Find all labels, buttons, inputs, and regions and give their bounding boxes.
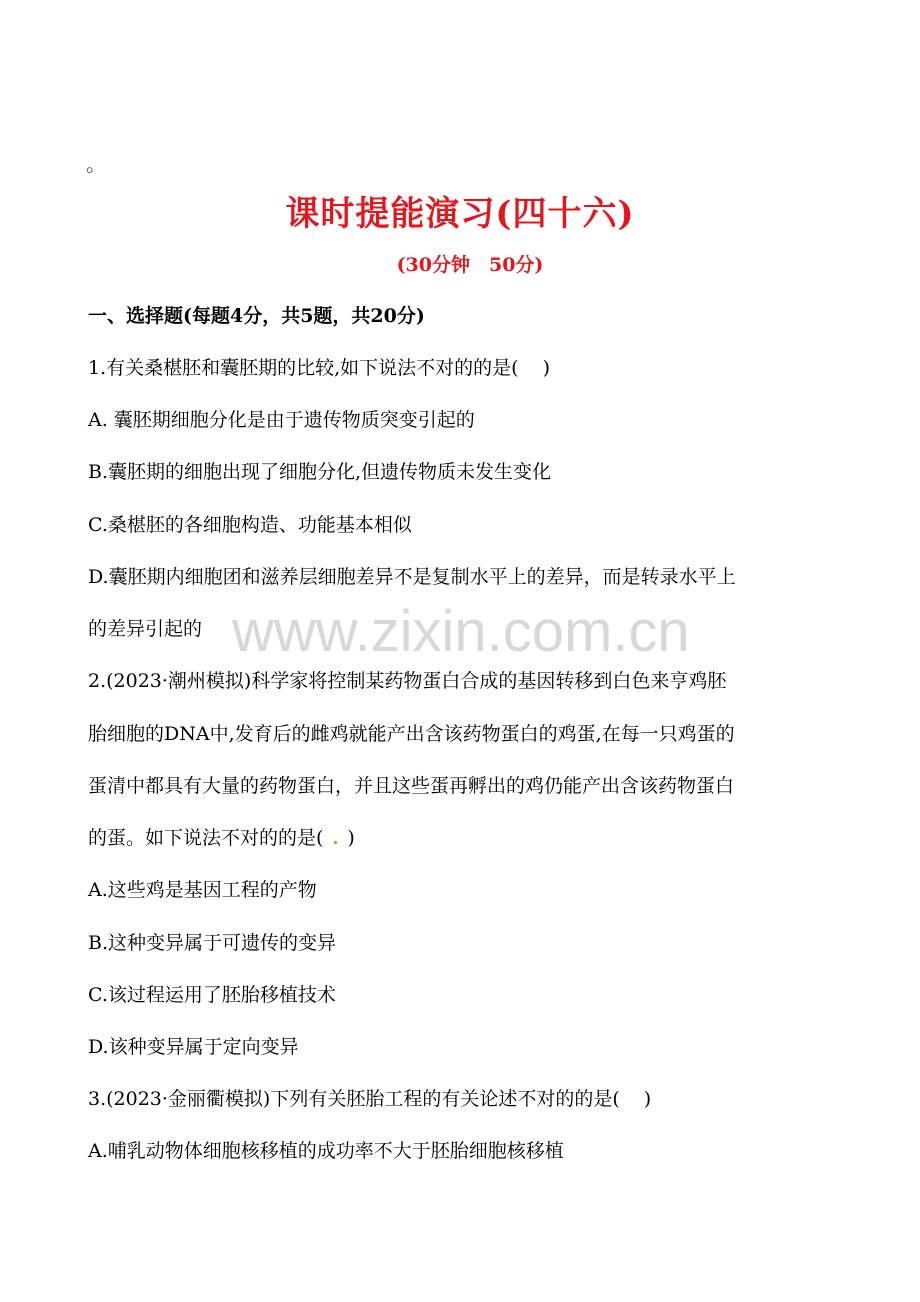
- page-subtitle: (30分钟 50分): [396, 254, 544, 276]
- question-1-option-b: B.囊胚期的细胞出现了细胞分化,但遗传物质未发生变化: [88, 461, 552, 483]
- question-1-option-a: A. 囊胚期细胞分化是由于遗传物质突变引起的: [88, 409, 475, 431]
- question-2-option-a: A.这些鸡是基因工程的产物: [88, 879, 317, 901]
- answer-mark: .: [332, 827, 339, 849]
- question-3-option-a: A.哺乳动物体细胞核移植的成功率不大于胚胎细胞核移植: [88, 1140, 564, 1162]
- question-1-stem-text: 1.有关桑椹胚和囊胚期的比较,如下说法不对的的是(: [88, 357, 519, 379]
- question-2-line4: [88, 824, 848, 852]
- question-2-line4-text: 的蛋。如下说法不对的的是(: [88, 827, 324, 849]
- question-1-option-d-line1: D.囊胚期内细胞团和滋养层细胞差异不是复制水平上的差异，而是转录水平上: [88, 566, 736, 588]
- question-2-option-b: B.这种变异属于可遗传的变异: [88, 932, 337, 954]
- question-2-line4-close: ): [347, 827, 355, 849]
- question-3-stem-close: ): [643, 1088, 652, 1110]
- question-1-option-d-line2: 的差异引起的: [88, 618, 203, 640]
- watermark: www.zixin.com.cn: [232, 599, 690, 664]
- question-1-option-c: C.桑椹胚的各细胞构造、功能基本相似: [88, 514, 412, 536]
- question-1-stem-close: ): [542, 357, 551, 379]
- question-2-line2: 胎细胞的DNA中,发育后的雌鸡就能产出含该药物蛋白的鸡蛋,在每一只鸡蛋的: [88, 723, 735, 745]
- question-2-line1: 2.(2023·潮州模拟)科学家将控制某药物蛋白合成的基因转移到白色来亨鸡胚: [88, 670, 727, 692]
- question-2-line3: 蛋清中都具有大量的药物蛋白，并且这些蛋再孵出的鸡仍能产出含该药物蛋白: [88, 775, 735, 797]
- question-1-stem: [88, 354, 848, 382]
- top-mark: 。: [86, 152, 106, 176]
- section-heading: 一、选择题(每题4分，共5题，共20分): [88, 305, 425, 327]
- question-2-option-d: D.该种变异属于定向变异: [88, 1036, 299, 1058]
- question-3-stem-text: 3.(2023·金丽衢模拟)下列有关胚胎工程的有关论述不对的的是(: [88, 1088, 620, 1110]
- question-2-option-c: C.该过程运用了胚胎移植技术: [88, 984, 336, 1006]
- question-3-stem: [88, 1085, 848, 1113]
- page-title: 课时提能演习(四十六): [285, 194, 635, 234]
